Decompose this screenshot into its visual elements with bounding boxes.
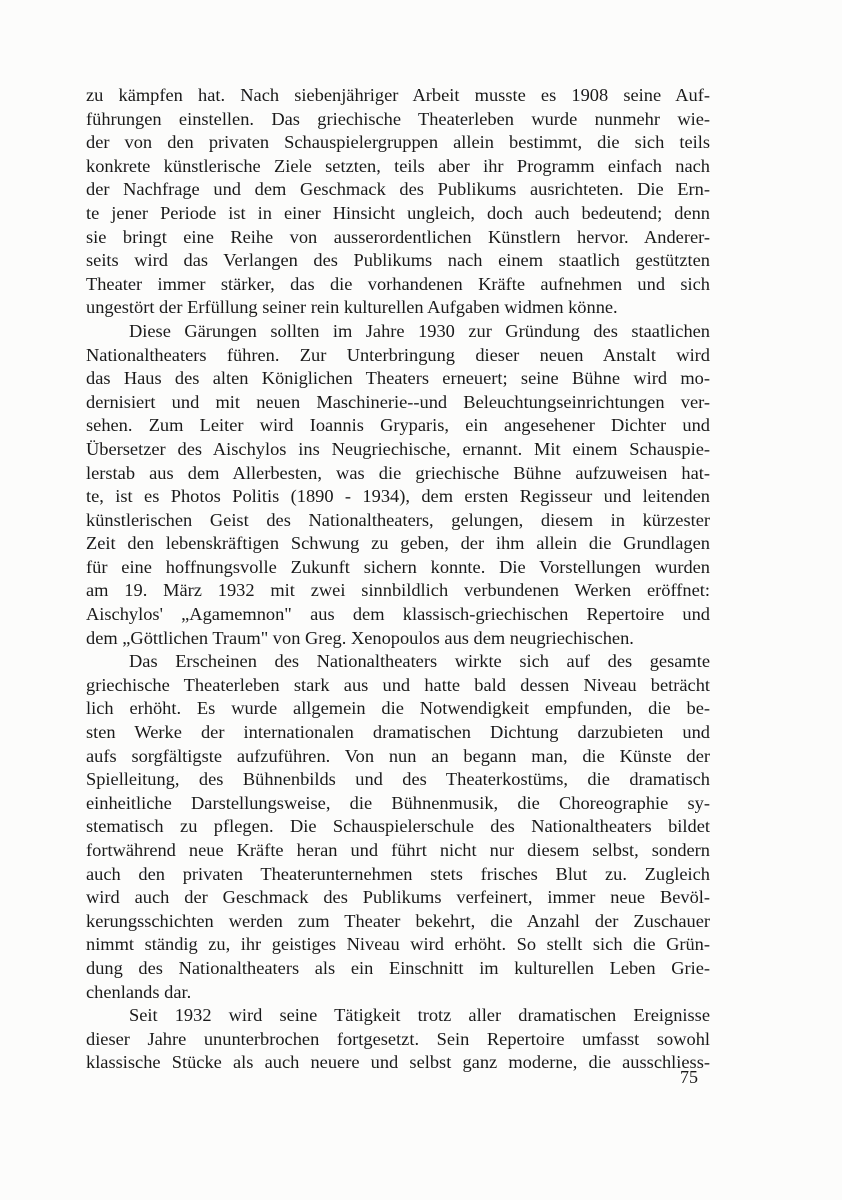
text-line: der Nachfrage und dem Geschmack des Publikums ausrichteten. Die Ern- xyxy=(86,179,710,200)
text-line: te jener Periode ist in einer Hinsicht ungleich, doch auch bedeutend; denn xyxy=(86,202,710,223)
text-line: Zeit den lebenskräftigen Schwung zu geben, der ihm allein die Grundlagen xyxy=(86,533,710,554)
text-line: dernisiert und mit neuen Maschinerie--und Beleuchtungseinrichtungen ver- xyxy=(86,391,710,412)
text-line: stematisch zu pflegen. Die Schauspielerschule des Nationaltheaters bildet xyxy=(86,816,710,837)
text-line: te, ist es Photos Politis (1890 - 1934), dem ersten Regisseur und leitenden xyxy=(86,486,710,507)
text-line: lich erhöht. Es wurde allgemein die Notwendigkeit empfunden, die be- xyxy=(86,698,710,719)
text-line: dieser Jahre ununterbrochen fortgesetzt. Sein Repertoire umfasst sowohl xyxy=(86,1028,710,1049)
text-line: auch den privaten Theaterunternehmen stets frisches Blut zu. Zugleich xyxy=(86,863,710,884)
text-line: fortwährend neue Kräfte heran und führt nicht nur diesem selbst, sondern xyxy=(86,840,710,860)
text-line: der von den privaten Schauspielergruppen allein bestimmt, die sich teils xyxy=(86,132,710,153)
body-text xyxy=(86,84,710,1075)
text-line: Nationaltheaters führen. Zur Unterbringung dieser neuen Anstalt wird xyxy=(86,344,710,365)
text-line: künstlerischen Geist des Nationaltheaters, gelungen, diesem in kürzester xyxy=(86,509,710,530)
text-line: einheitliche Darstellungsweise, die Bühnenmusik, die Choreographie sy- xyxy=(86,792,710,813)
text-line: griechische Theaterleben stark aus und hatte bald dessen Niveau beträcht xyxy=(86,674,710,695)
text-line: wird auch der Geschmack des Publikums verfeinert, immer neue Bevöl- xyxy=(86,887,710,908)
text-line: Seit 1932 wird seine Tätigkeit trotz aller dramatischen Ereignisse xyxy=(129,1005,710,1026)
text-line: das Haus des alten Königlichen Theaters erneuert; seine Bühne wird mo- xyxy=(86,368,710,389)
text-line: lerstab aus dem Allerbesten, was die griechische Bühne aufzuweisen hat- xyxy=(86,462,710,483)
text-line: Theater immer stärker, das die vorhandenen Kräfte aufnehmen und sich xyxy=(86,273,710,294)
text-line: sehen. Zum Leiter wird Ioannis Gryparis, ein angesehener Dichter und xyxy=(86,415,710,436)
text-line: für eine hoffnungsvolle Zukunft sichern konnte. Die Vorstellungen wurden xyxy=(86,556,710,577)
page-number: 75 xyxy=(680,1067,698,1087)
text-line: klassische Stücke als auch neuere und selbst ganz moderne, die ausschliess- xyxy=(86,1052,710,1073)
text-line: ungestört der Erfüllung seiner rein kulturellen Aufgaben widmen könne. xyxy=(86,297,618,318)
text-line: führungen einstellen. Das griechische Theaterleben wurde nunmehr wie- xyxy=(86,108,710,129)
text-line: Das Erscheinen des Nationaltheaters wirkte sich auf des gesamte xyxy=(129,651,710,672)
text-line: aufs sorgfältigste aufzuführen. Von nun an begann man, die Künste der xyxy=(86,745,710,766)
text-line: Spielleitung, des Bühnenbilds und des Theaterkostüms, die dramatisch xyxy=(86,769,710,790)
text-line: Aischylos' „Agamemnon" aus dem klassisch-griechischen Repertoire und xyxy=(86,604,710,625)
text-line: dung des Nationaltheaters als ein Einschnitt im kulturellen Leben Grie- xyxy=(86,957,710,978)
text-line: dem „Göttlichen Traum" von Greg. Xenopoulos aus dem neugriechischen. xyxy=(86,627,634,648)
text-line: kerungsschichten werden zum Theater bekehrt, die Anzahl der Zuschauer xyxy=(86,910,710,931)
text-line: nimmt ständig zu, ihr geistiges Niveau wird erhöht. So stellt sich die Grün- xyxy=(86,934,710,955)
text-line: am 19. März 1932 mit zwei sinnbildlich verbundenen Werken eröffnet: xyxy=(86,580,710,601)
text-line: Übersetzer des Aischylos ins Neugriechische, ernannt. Mit einem Schauspie- xyxy=(86,438,710,459)
text-line: sten Werke der internationalen dramatischen Dichtung darzubieten und xyxy=(86,722,710,743)
text-line: chenlands dar. xyxy=(86,981,192,1002)
text-line: Diese Gärungen sollten im Jahre 1930 zur Gründung des staatlichen xyxy=(129,320,710,341)
text-line: sie bringt eine Reihe von ausserordentlichen Künstlern hervor. Anderer- xyxy=(86,226,710,247)
text-line: seits wird das Verlangen des Publikums nach einem staatlich gestützten xyxy=(86,250,710,271)
text-line: zu kämpfen hat. Nach siebenjähriger Arbeit musste es 1908 seine Auf- xyxy=(86,85,710,105)
text-line: konkrete künstlerische Ziele setzten, teils aber ihr Programm einfach nach xyxy=(86,155,710,176)
